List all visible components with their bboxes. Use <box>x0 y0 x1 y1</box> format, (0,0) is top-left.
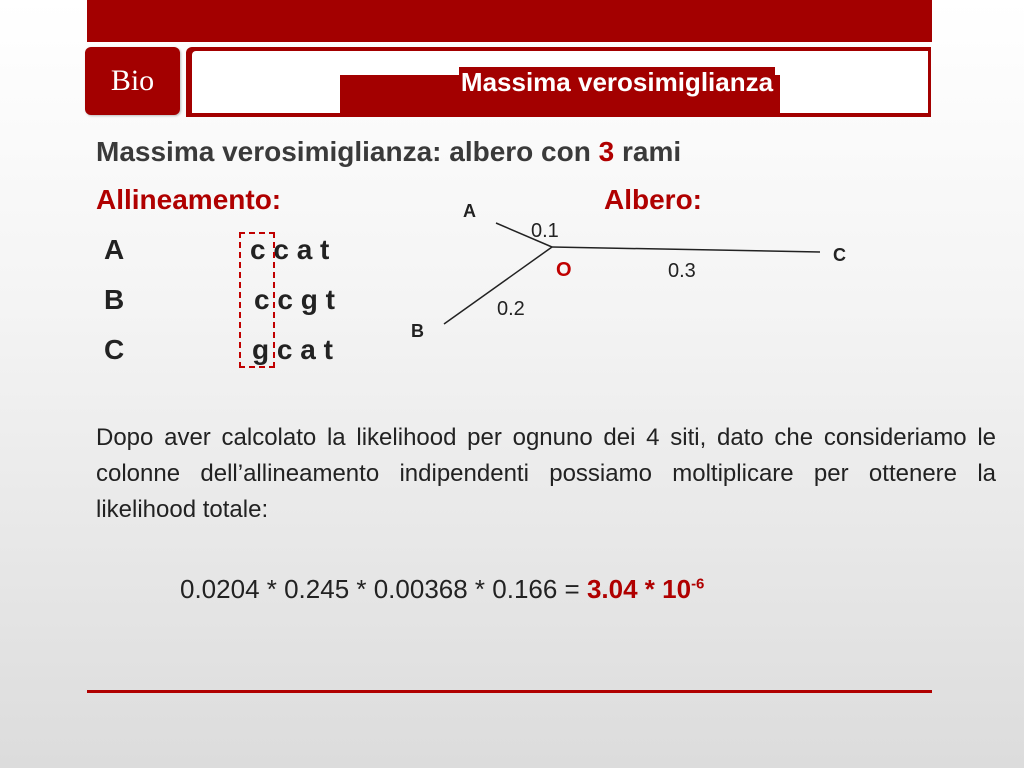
bio-badge: Bio <box>85 47 180 115</box>
heading-prefix: Massima verosimiglianza: albero con <box>96 136 599 167</box>
formula-result-exponent: -6 <box>691 575 705 593</box>
branch-length-b: 0.2 <box>497 298 525 320</box>
alignment-row-label-a: A <box>104 234 125 265</box>
origin-node-label: O <box>556 259 572 281</box>
branch-length-c: 0.3 <box>668 260 696 282</box>
seq-first-c: g <box>252 334 270 365</box>
formula-result-base: 3.04 * 10 <box>586 574 692 604</box>
formula-expression: 0.0204 * 0.245 * 0.00368 * 0.166 = <box>180 574 587 604</box>
slide-heading <box>96 136 681 168</box>
column-highlight-box <box>239 232 275 368</box>
likelihood-formula <box>180 574 704 605</box>
top-banner <box>87 0 932 42</box>
branch-c <box>552 247 820 252</box>
seq-rest-a: c a t <box>265 234 330 265</box>
leaf-label-c: C <box>833 245 846 265</box>
seq-first-b: c <box>254 284 270 315</box>
seq-first-a: c <box>250 234 266 265</box>
alignment-row-label-b: B <box>104 284 125 315</box>
heading-number: 3 <box>598 136 615 167</box>
alignment-title: Allineamento: <box>96 184 282 215</box>
tree-title: Albero: <box>604 184 702 215</box>
seq-rest-c: c a t <box>269 334 333 365</box>
seq-rest-b: c g t <box>269 284 335 315</box>
phylogenetic-tree <box>400 190 880 350</box>
leaf-label-a: A <box>463 201 476 221</box>
alignment-row-label-c: C <box>104 334 125 365</box>
branch-length-a: 0.1 <box>531 220 559 242</box>
formula-result <box>587 574 704 604</box>
slide-title: Massima verosimiglianza <box>460 66 774 97</box>
leaf-label-b: B <box>411 321 424 341</box>
explanation-paragraph: Dopo aver calcolato la likelihood per ognuno dei 4 siti, dato che consideriamo le colonne dell’allineamento indipendenti possiamo moltiplicare per ottenere la likelihood totale: <box>96 424 996 523</box>
heading-suffix: rami <box>614 136 682 167</box>
bottom-divider <box>87 690 932 693</box>
slide-title-container <box>186 47 931 117</box>
